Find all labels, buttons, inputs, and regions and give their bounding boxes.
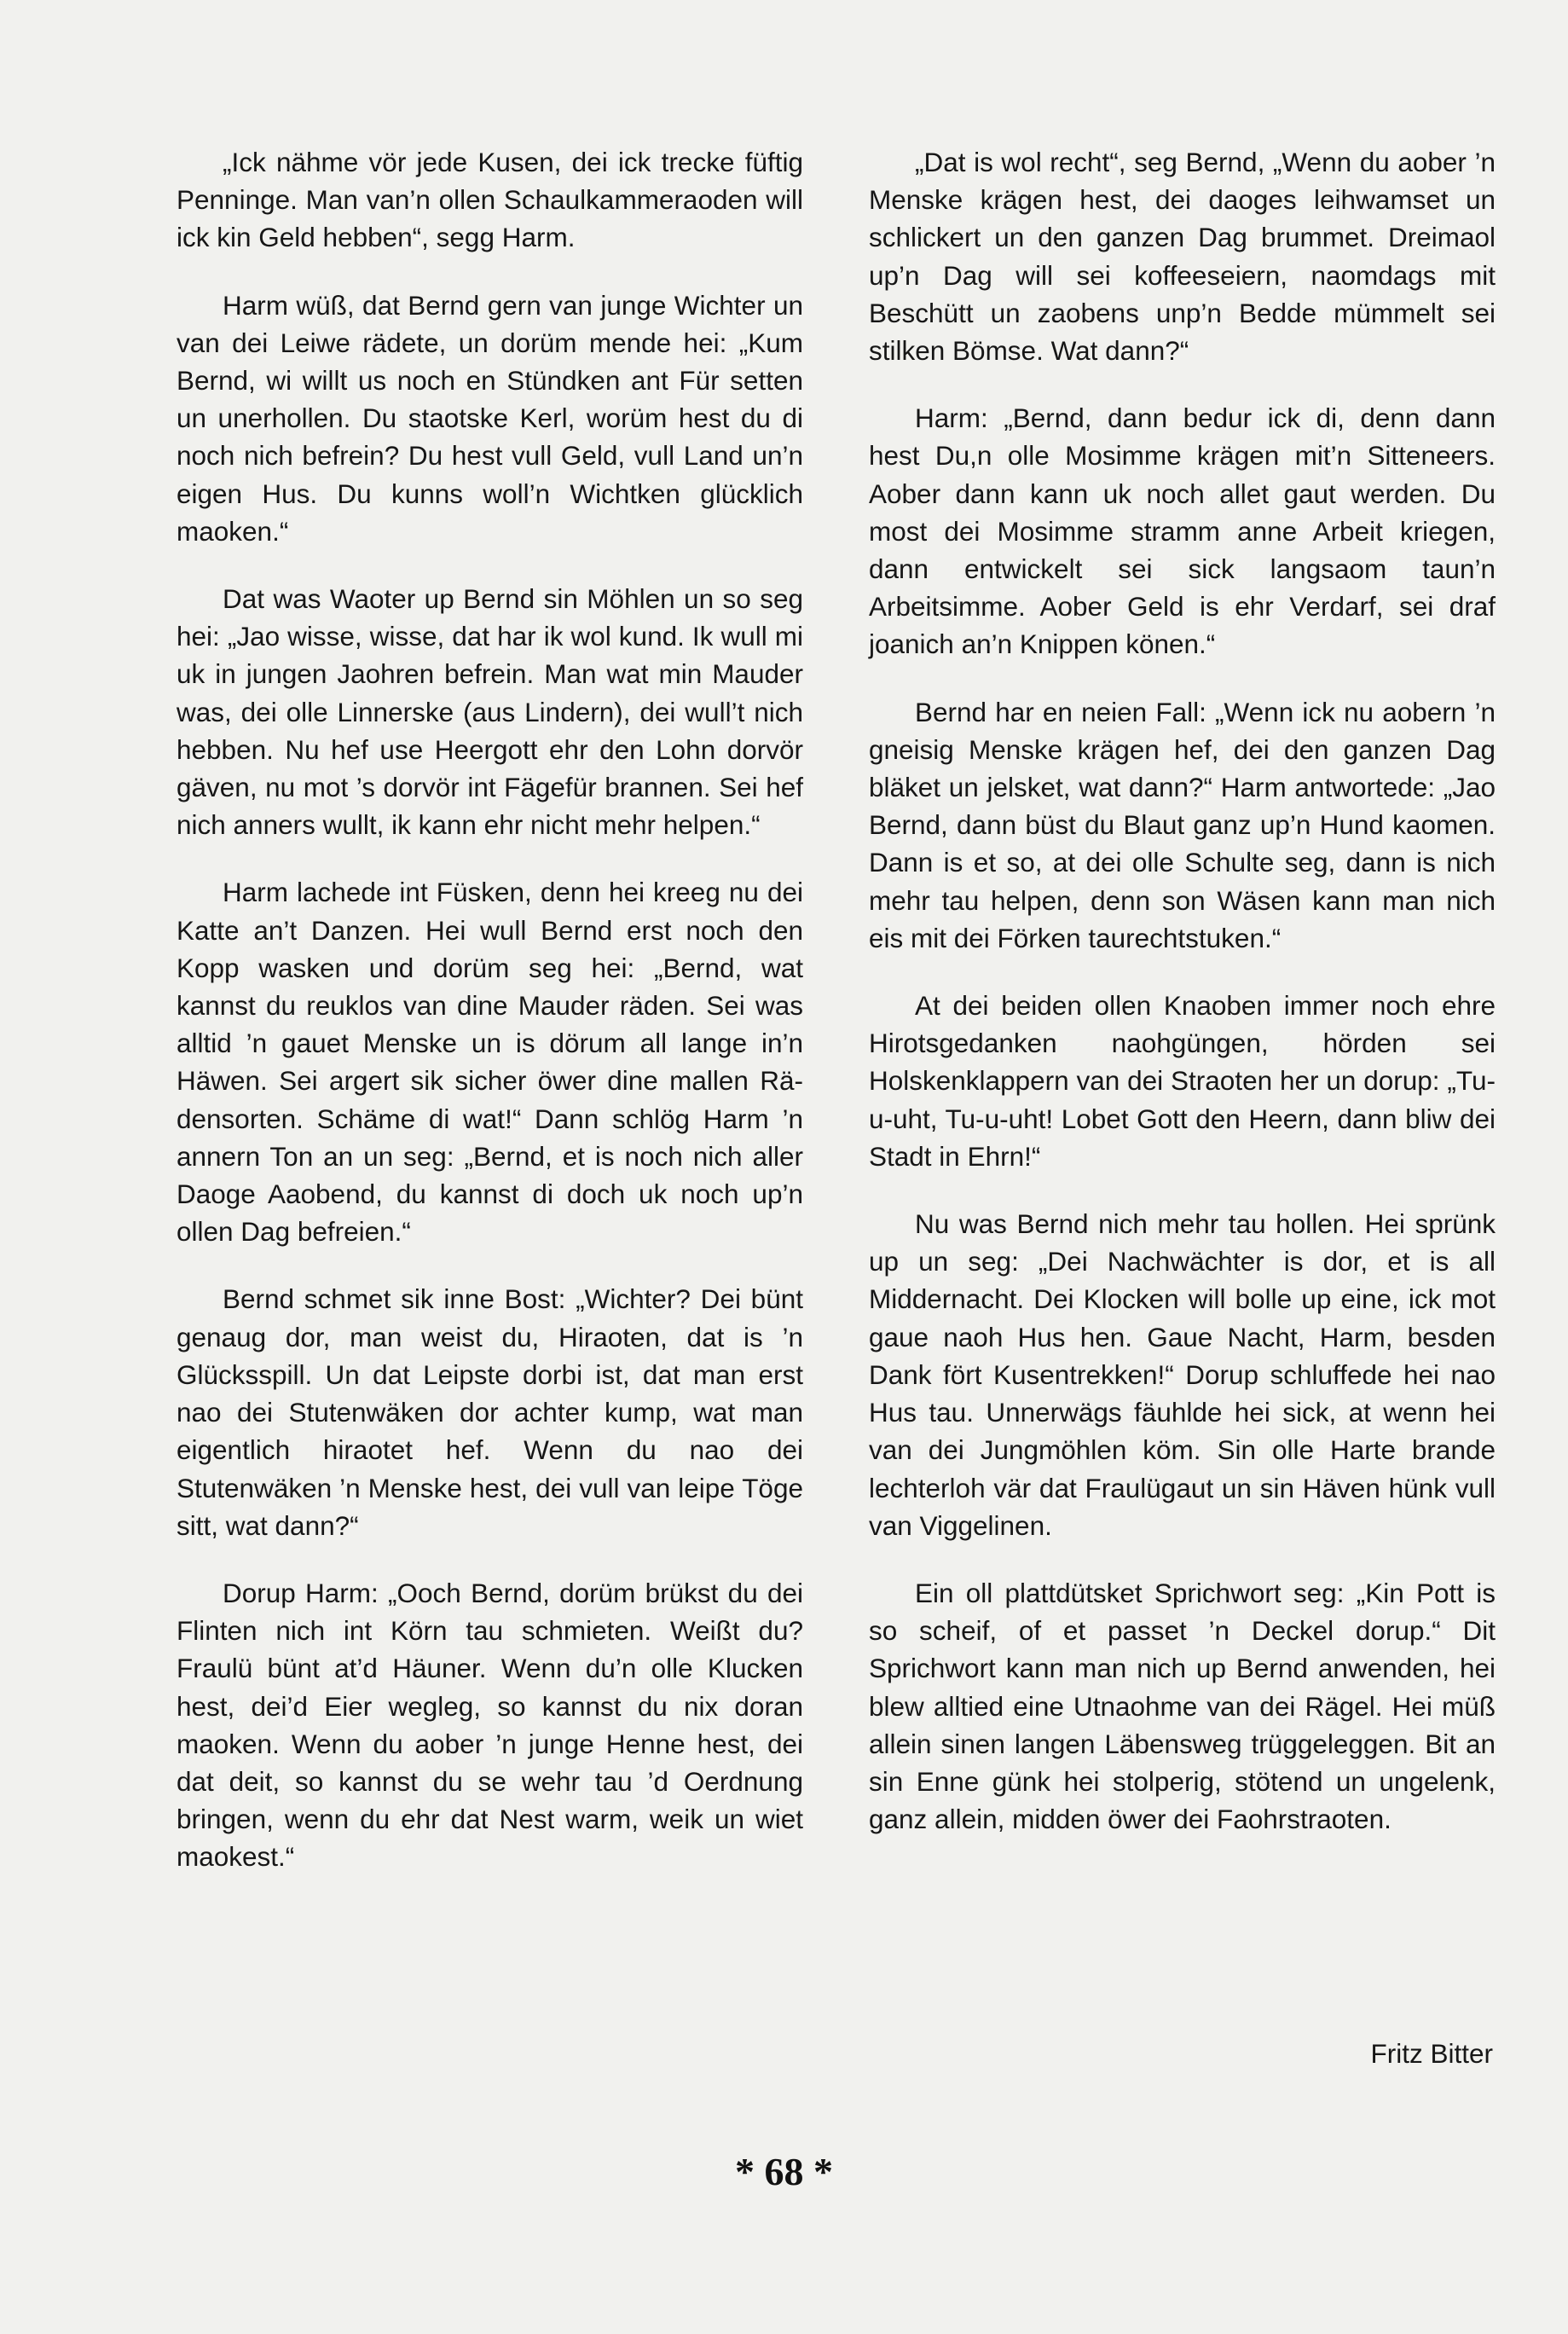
author-signature: Fritz Bitter — [1370, 2038, 1493, 2069]
paragraph: Dat was Waoter up Bernd sin Möhlen un so seg hei: „Jao wisse, wisse, dat har ik wol kund. Ik wull mi uk in jungen Jaohren befrein. Man wat min Mauder was, dei olle Linnerske (aus Lindern), dei wull’t nich hebben. Nu hef use Heergott ehr den Lohn dorvör gäven, nu mot ’s dorvör int Fägefür brannen. Sei hef nich anners wullt, ik kann ehr nicht mehr helpen.“ — [176, 583, 803, 841]
page-number: * 68 * — [735, 2150, 833, 2193]
paragraph: Harm lachede int Füsken, denn hei kreeg nu dei Katte an’t Danzen. Hei wull Bernd erst noch den Kopp wasken und dorüm seg hei: „Bernd, wat kannst du reuklos van dine Mauder räden. Sei was alltid ’n gauet Menske un is dörum all lange in’n Häwen. Sei argert sik sicher öwer dine mallen Rädensorten. Schäme di wat!“ Dann schlög Harm ’n annern Ton an un seg: „Bernd, et is noch nich aller Daoge Aaobend, du kannst di doch uk noch up’n ollen Dag befreien.“ — [176, 877, 803, 1248]
paragraph: At dei beiden ollen Knaoben immer noch ehre Hirotsgedanken naohgüngen, hörden sei Holskenklappern van dei Straoten her un dorup: „Tu-u-uht, Tu-u-uht! Lobet Gott den Heern, dann bliw dei Stadt in Ehrn!“ — [869, 990, 1496, 1172]
paragraph: Bernd har en neien Fall: „Wenn ick nu aobern ’n gneisig Menske krägen hef, dei den ganzen Dag bläket un jelsket, wat dann?“ Harm antwortede: „Jao Bernd, dann büst du Blaut ganz up’n Hund kaomen. Dann is et so, at dei olle Schulte seg, dann is nich mehr tau helpen, denn son Wäsen kann man nich eis mit dei Förken taurechtstuken.“ — [869, 696, 1496, 953]
paragraph: Bernd schmet sik inne Bost: „Wichter? Dei bünt genaug dor, man weist du, Hiraoten, dat is ’n Glücksspill. Un dat Leipste dorbi ist, dat man erst nao dei Stutenwäken dor achter kump, wat man eigentlich hiraotet hef. Wenn du nao dei Stutenwäken ’n Menske hest, dei vull van leipe Töge sitt, wat dann?“ — [176, 1283, 803, 1541]
paragraph: Harm wüß, dat Bernd gern van junge Wichter un van dei Leiwe rädete, un dorüm mende hei: „Kum Bernd, wi willt us noch en Stündken ant Für setten un unerhollen. Du staotske Kerl, worüm hest du di noch nich befrein? Du hest vull Geld, vull Land un’n eigen Hus. Du kunns woll’n Wichtken glücklich maoken.“ — [176, 289, 803, 547]
paragraph: Dorup Harm: „Ooch Bernd, dorüm brükst du dei Flinten nich int Körn tau schmieten. Weißt du? Fraulü bünt at’d Häuner. Wenn du’n olle Klucken hest, dei’d Eier wegleg, so kannst du nix doran maoken. Wenn du aober ’n junge Henne hest, dei dat deit, so kannst du se wehr tau ’d Oerdnung bringen, wenn du ehr dat Nest warm, weik un wiet maokest.“ — [176, 1577, 803, 1873]
paragraph: Harm: „Bernd, dann bedur ick di, denn dann hest Du,n olle Mosimme krägen mit’n Sitteneers. Aober dann kann uk noch allet gaut werden. Du most dei Mosimme stramm anne Arbeit kriegen, dann entwickelt sei sick langsaom taun’n Arbeitsimme. Aober Geld is ehr Verdarf, sei draf joanich an’n Knippen könen.“ — [869, 403, 1496, 660]
paragraph: „Dat is wol recht“, seg Bernd, „Wenn du aober ’n Menske krägen hest, dei daoges leihwamset un schlickert un den ganzen Dag brummet. Dreimaol up’n Dag will sei koffeeseiern, naomdags mit Beschütt un zaobens unp’n Bedde mümmelt sei stilken Bömse. Wat dann?“ — [869, 147, 1496, 367]
paragraph: Nu was Bernd nich mehr tau hollen. Hei sprünk up un seg: „Dei Nachwächter is dor, et is all Middernacht. Dei Klocken will bolle up eine, ick mot gaue naoh Hus hen. Gaue Nacht, Harm, besden Dank fört Kusentrekken!“ Dorup schluffede hei nao Hus tau. Unnerwägs fäuhlde hei sick, at wenn hei van dei Jungmöhlen köm. Sin olle Harte brande lechterloh vär dat Fraulügaut un sin Häven hünk vull van Viggelinen. — [869, 1208, 1496, 1541]
right-text-column — [869, 143, 1496, 1868]
paragraph: „Ick nähme vör jede Kusen, dei ick trecke füftig Penninge. Man van’n ollen Schaulkammeraoden will ick kin Geld hebben“, segg Harm. — [176, 147, 803, 253]
left-text-column — [176, 143, 803, 1906]
paragraph: Ein oll plattdütsket Sprichwort seg: „Kin Pott is so scheif, of et passet ’n Deckel dorup.“ Dit Sprichwort kann man nich up Bernd anwenden, hei blew alltied eine Utnaohme van dei Rägel. Hei müß allein sinen langen Läbensweg trüggeleggen. Bit an sin Enne günk hei stolperig, stötend un ungelenk, ganz allein, midden öwer dei Faohrstraoten. — [869, 1577, 1496, 1835]
